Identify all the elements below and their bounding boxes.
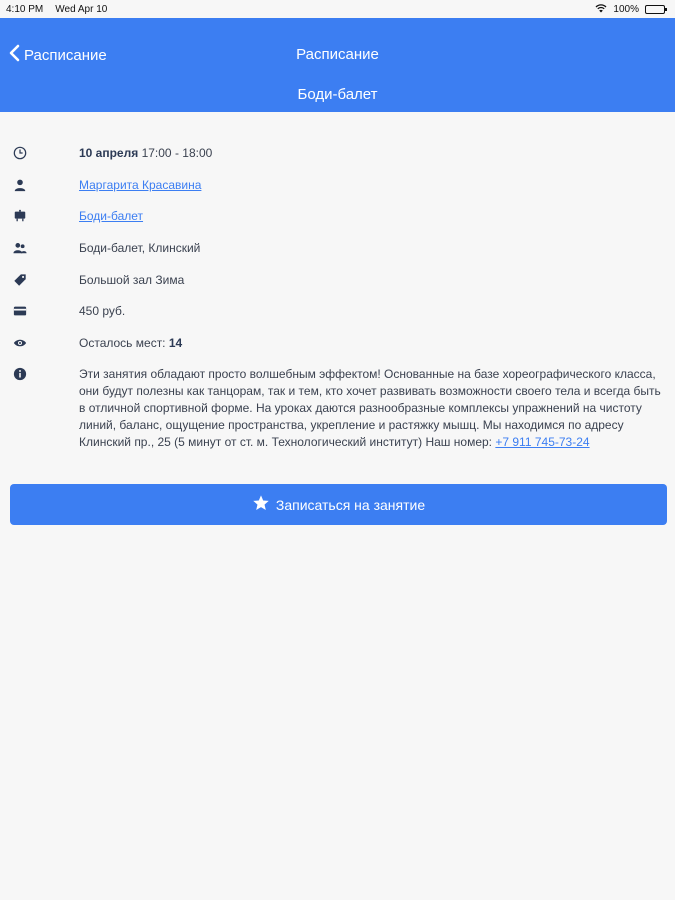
phone-link[interactable]: +7 911 745-73-24 bbox=[495, 435, 590, 449]
battery-percent: 100% bbox=[613, 3, 639, 15]
hall-name: Большой зал Зима bbox=[79, 273, 185, 287]
description-text: Эти занятия обладают просто волшебным эффектом! Основанные на базе хореографического класса, они будут полезны как танцорам, так и тем, кто хочет развивать возможности своего тела и всегда быть в отличной спортивной форме. На уроках даются разнообразные комплексы упражнений на чистоту линий, баланс, ощущение пространства, укрепление и растяжку мышц. Мы находимся по адресу Клинский пр., 25 (5 минут от ст. м. Технологический институт) Наш номер: bbox=[79, 367, 661, 449]
battery-icon bbox=[645, 5, 665, 14]
star-icon bbox=[252, 494, 270, 515]
instructor-link[interactable]: Маргарита Красавина bbox=[79, 178, 202, 192]
eye-icon bbox=[12, 335, 28, 351]
status-bar bbox=[0, 0, 675, 18]
class-time: 17:00 - 18:00 bbox=[141, 146, 213, 160]
seats-count: 14 bbox=[168, 336, 183, 350]
clock-icon bbox=[12, 145, 28, 161]
price: 450 руб. bbox=[79, 304, 126, 318]
nav-bar bbox=[0, 18, 675, 112]
wifi-icon bbox=[595, 3, 607, 16]
tag-icon bbox=[12, 272, 28, 288]
person-icon bbox=[12, 177, 28, 193]
group-icon bbox=[12, 240, 28, 256]
page-subtitle: Боди-балет bbox=[297, 86, 378, 103]
class-date: 10 апреля bbox=[79, 146, 139, 160]
signup-button[interactable] bbox=[10, 484, 667, 525]
seats-label: Осталось мест: bbox=[79, 336, 166, 350]
credit-card-icon bbox=[12, 303, 28, 319]
info-icon bbox=[12, 366, 28, 382]
page-title: Расписание bbox=[296, 46, 379, 63]
back-button-label: Расписание bbox=[24, 46, 107, 64]
easel-icon bbox=[12, 208, 28, 224]
status-date: Wed Apr 10 bbox=[55, 3, 108, 15]
status-time: 4:10 PM bbox=[6, 3, 44, 15]
class-link[interactable]: Боди-балет bbox=[79, 209, 144, 223]
group-location: Боди-балет, Клинский bbox=[79, 241, 201, 255]
signup-button-label: Записаться на занятие bbox=[275, 496, 426, 513]
